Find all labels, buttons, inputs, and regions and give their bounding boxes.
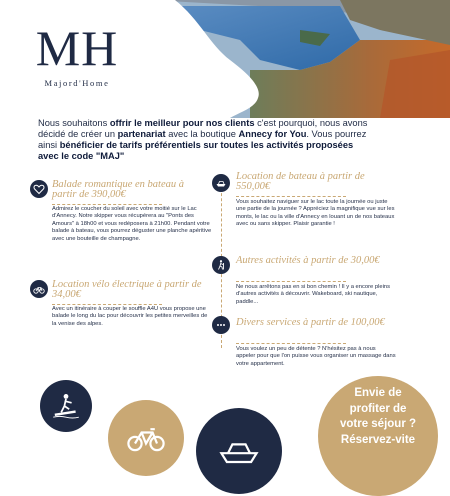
cta-line: Réservez-vite: [340, 433, 416, 446]
activity-description: Ne nous arrêtons pas en si bon chemin ! Il y a encore pleins d'autres activités à découvrir. Wakeboard, ski nautique, paddle...: [236, 284, 391, 305]
activity-title: Location vélo électrique à partir de 34,00€: [52, 279, 202, 300]
activity-autres: [212, 248, 397, 306]
bicycle-icon: [30, 280, 48, 298]
cta-line: profiter de: [349, 402, 407, 415]
logo: [22, 22, 132, 88]
logo-mark: MH: [35, 20, 119, 76]
activity-description: Avec un itinéraire à couper le souffle A4U vous propose une balade le long du lac pour découvrir les petites merveilles de la venise des alpes.: [52, 306, 208, 327]
title-underline: [52, 304, 162, 305]
boat-icon: [196, 408, 282, 494]
intro-text: avec la boutique: [165, 129, 239, 139]
activity-title: Autres activités à partir de 30,00€: [236, 255, 380, 266]
bicycle-icon: [108, 400, 184, 476]
title-underline: [236, 343, 346, 344]
intro-bold: partenariat: [117, 129, 166, 139]
dots-icon: [212, 316, 230, 334]
cta-line: Envie de: [354, 387, 402, 399]
activity-balade: [30, 178, 210, 278]
hero-banner: [0, 0, 450, 118]
logo-name: Majord'Home: [44, 78, 110, 88]
activity-title: Divers services à partir de 100,00€: [236, 317, 385, 328]
intro-text: . Vous pourrez ainsi: [38, 129, 367, 150]
boat-icon: [212, 174, 230, 192]
intro-bold: offrir le meilleur pour nos clients: [109, 118, 255, 128]
activity-description: Admirez le coucher du soleil avec votre moitié sur le Lac d'Annecy. Notre skipper vous récupérera au "Ponts des Amours" à 18h00 et vous redéposera à 21h00. Pendant votre balade à bateau, vous pourrez déguster une planche apéritive avec une bouteille de champagne.: [52, 206, 212, 242]
cta-line: votre séjour ?: [339, 418, 417, 430]
activity-divers: [212, 306, 397, 376]
activity-title: Location de bateau à partir de 550,00€: [236, 171, 365, 192]
title-underline: [236, 281, 346, 282]
activity-description: Vous voulez un peu de détente ? N'hésitez pas à nous appeler pour que l'on puisse vous organiser un massage dans votre appartement.: [236, 346, 396, 367]
left-column: [30, 178, 210, 348]
title-underline: [52, 204, 162, 205]
activity-bateau: [212, 170, 397, 248]
activity-title: Balade romantique en bateau à partir de 390,00€: [52, 179, 185, 200]
right-column: [212, 170, 397, 376]
wakeboard-icon: [40, 380, 92, 432]
intro-bold: Annecy for You: [238, 129, 307, 139]
intro-text: Nous souhaitons: [38, 118, 110, 128]
title-underline: [236, 196, 346, 197]
intro-paragraph: [38, 118, 368, 162]
hiker-icon: [212, 256, 230, 274]
reserve-cta-button[interactable]: [318, 376, 438, 496]
intro-text: c'est pourquoi, nous avons décidé de créer un: [38, 118, 368, 139]
activity-velo: [30, 278, 210, 348]
heart-icon: [30, 180, 48, 198]
activity-description: Vous souhaitez naviguer sur le lac toute la journée ou juste une partie de la journée ? Appréciez la magnifique vue sur les monts, le lac ou la ville d'Annecy en louant un de nos bateaux avec ou sans skipper. Plaisir garantie !: [236, 199, 395, 228]
intro-bold: bénéficier de tarifs préférentiels sur toutes les activités proposées avec le code "MAJ": [38, 140, 354, 161]
